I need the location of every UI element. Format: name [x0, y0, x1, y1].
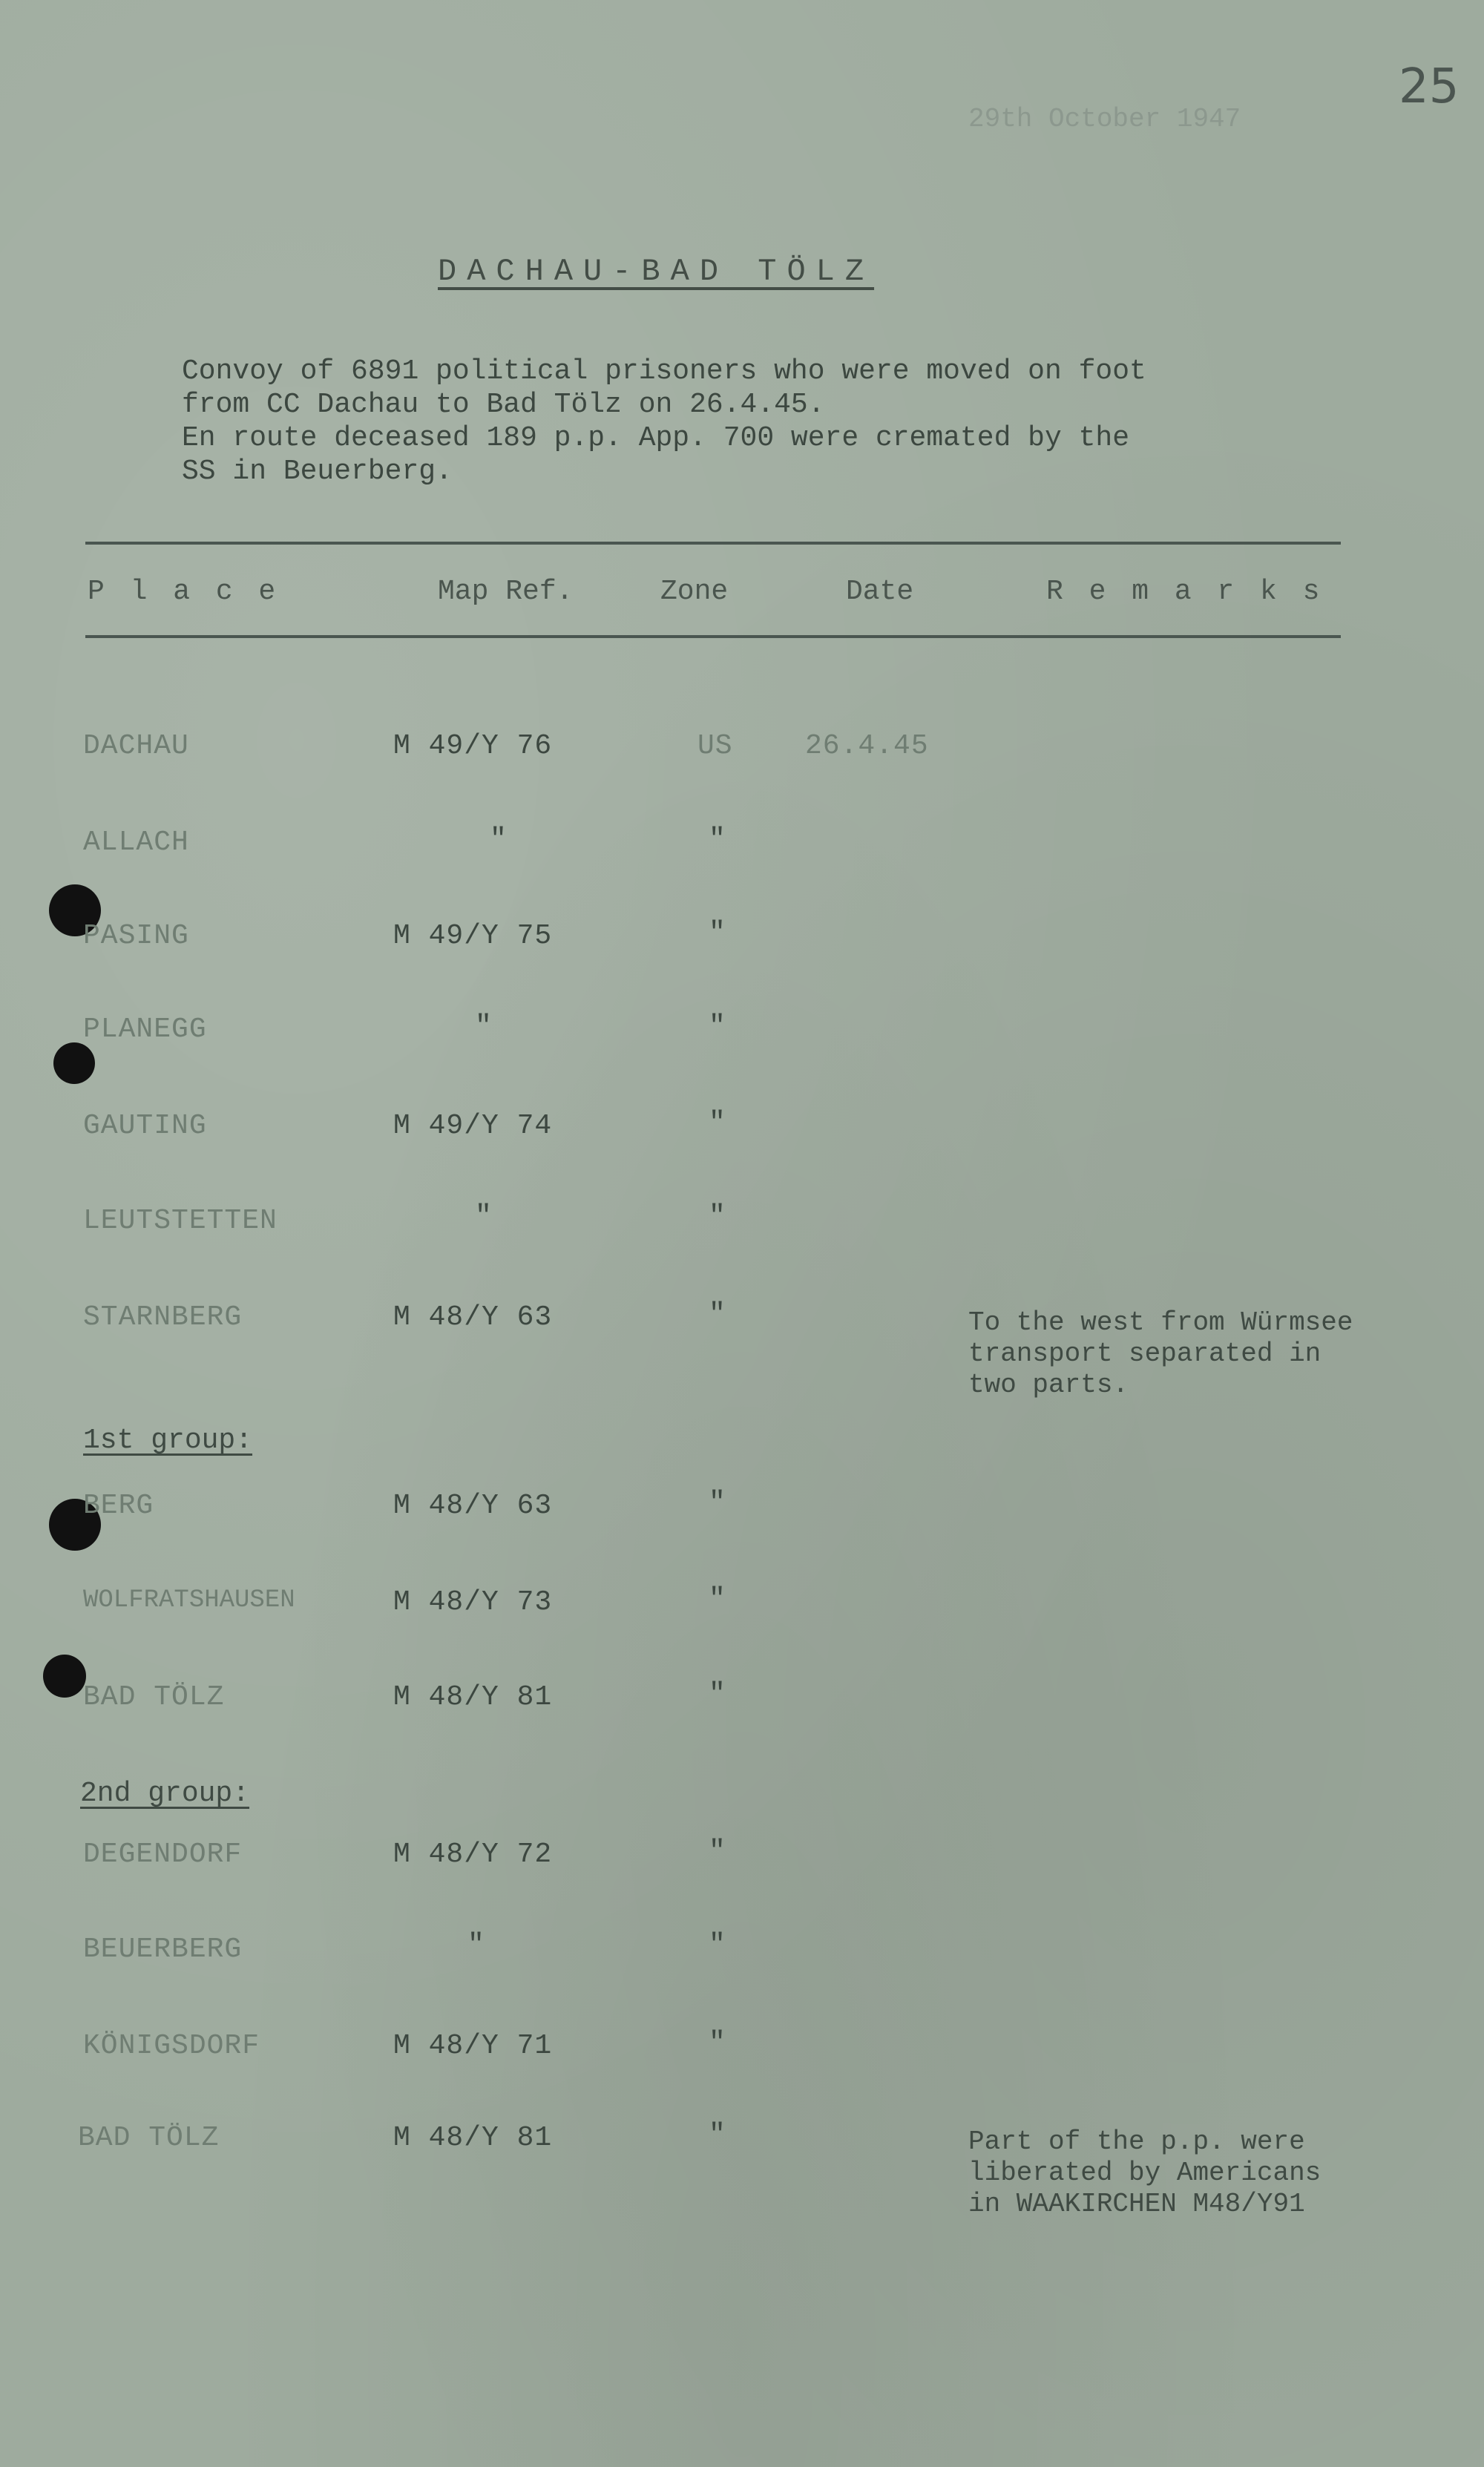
header-rule-top	[85, 542, 1341, 545]
intro-line: En route deceased 189 p.p. App. 700 were cremated by the	[182, 422, 1130, 454]
row-map-ref: M 48/Y 72	[393, 1839, 553, 1870]
row-place: PLANEGG	[83, 1014, 207, 1045]
row-zone: "	[709, 1011, 726, 1042]
row-place: STARNBERG	[83, 1301, 243, 1333]
header-remarks: R e m a r k s	[1046, 576, 1324, 608]
row-map-ref: M 48/Y 73	[393, 1586, 553, 1618]
row-place: BAD TÖLZ	[83, 1681, 225, 1713]
row-map-ref: M 48/Y 71	[393, 2030, 553, 2062]
intro-line: from CC Dachau to Bad Tölz on 26.4.45.	[182, 389, 825, 421]
header-map-ref: Map Ref.	[438, 576, 574, 608]
page-number: 25	[1399, 59, 1460, 114]
row-map-ref: M 49/Y 76	[393, 730, 553, 762]
row-place: WOLFRATSHAUSEN	[83, 1586, 295, 1614]
row-place: PASING	[83, 920, 189, 952]
punch-hole	[53, 1042, 95, 1084]
row-date: 26.4.45	[805, 730, 929, 762]
row-map-ref: M 49/Y 75	[393, 920, 553, 952]
row-zone: "	[709, 1929, 726, 1961]
row-map-ref: "	[475, 1200, 493, 1232]
document-date: 29th October 1947	[968, 104, 1241, 134]
row-zone: "	[709, 917, 726, 949]
row-map-ref: M 48/Y 81	[393, 1681, 553, 1713]
row-place: BEUERBERG	[83, 1934, 243, 1965]
row-map-ref: "	[475, 1011, 493, 1042]
row-zone: "	[709, 2027, 726, 2059]
row-map-ref: M 48/Y 81	[393, 2122, 553, 2154]
row-map-ref: "	[490, 824, 508, 855]
row-map-ref: M 48/Y 63	[393, 1301, 553, 1333]
row-place: DACHAU	[83, 730, 189, 762]
intro-line: SS in Beuerberg.	[182, 456, 453, 487]
intro-line: Convoy of 6891 political prisoners who were moved on foot	[182, 355, 1146, 387]
row-zone: "	[709, 1583, 726, 1615]
header-zone: Zone	[660, 576, 729, 608]
intro-paragraph	[182, 355, 1146, 488]
document-title: DACHAU-BAD TÖLZ	[438, 254, 875, 289]
header-place: P l a c e	[88, 576, 280, 608]
row-map-ref: M 49/Y 74	[393, 1110, 553, 1142]
row-place: BERG	[83, 1490, 154, 1522]
row-place: BAD TÖLZ	[78, 2122, 220, 2154]
row-zone: "	[709, 1298, 726, 1330]
row-zone: "	[709, 824, 726, 855]
row-map-ref: M 48/Y 63	[393, 1490, 553, 1522]
row-zone: "	[709, 2119, 726, 2151]
row-zone: "	[709, 1678, 726, 1710]
row-place: GAUTING	[83, 1110, 207, 1142]
row-place: DEGENDORF	[83, 1839, 243, 1870]
punch-hole	[43, 1655, 86, 1698]
row-remarks: To the west from Würmsee transport separated in two parts.	[968, 1307, 1353, 1400]
group-label: 2nd group:	[80, 1778, 250, 1810]
row-place: ALLACH	[83, 827, 189, 858]
row-zone: "	[709, 1487, 726, 1519]
row-zone: "	[709, 1200, 726, 1232]
row-place: LEUTSTETTEN	[83, 1205, 278, 1237]
row-zone: "	[709, 1107, 726, 1139]
row-zone: "	[709, 1836, 726, 1868]
row-place: KÖNIGSDORF	[83, 2030, 260, 2062]
row-remarks: Part of the p.p. were liberated by Americans in WAAKIRCHEN M48/Y91	[968, 2126, 1322, 2219]
group-label: 1st group:	[83, 1425, 253, 1456]
row-zone: US	[697, 730, 733, 762]
header-date: Date	[846, 576, 914, 608]
header-rule-bottom	[85, 635, 1341, 638]
row-map-ref: "	[467, 1929, 485, 1961]
